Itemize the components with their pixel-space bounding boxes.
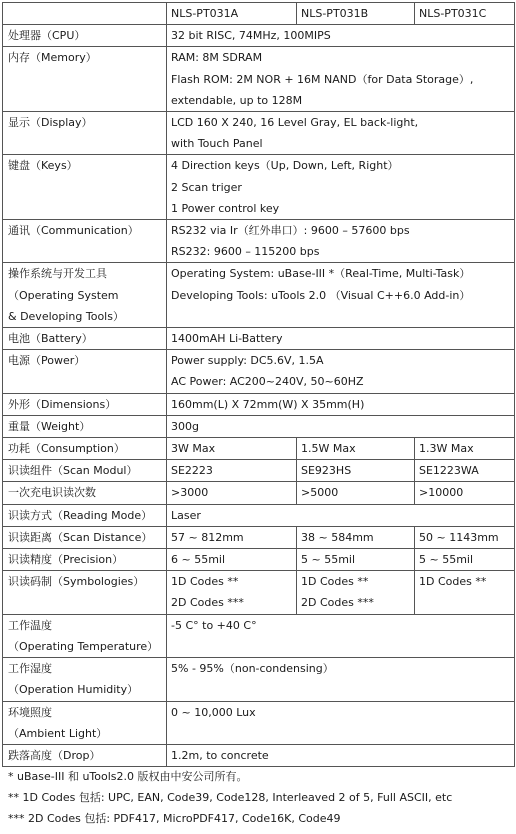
spec-value <box>167 47 515 112</box>
spec-value <box>167 658 515 701</box>
spec-value-line: >5000 <box>301 486 339 500</box>
spec-row <box>3 460 515 482</box>
header-cell-model-a: NLS-PT031A <box>167 3 297 25</box>
spec-value-line: 5% - 95%（non-condensing） <box>171 662 334 676</box>
spec-value-line: 50 ~ 1143mm <box>419 530 499 544</box>
spec-value-model-c <box>415 460 515 482</box>
spec-value-model-c <box>415 482 515 504</box>
spec-row <box>3 504 515 526</box>
spec-value-model-c <box>415 571 515 614</box>
spec-label-line: （Operating Temperature） <box>8 639 159 653</box>
spec-value-line: AC Power: AC200~240V, 50~60HZ <box>171 375 364 389</box>
spec-value-line: -5 C° to +40 C° <box>171 618 257 632</box>
spec-value-line: 2D Codes *** <box>171 596 244 610</box>
spec-value-line: RS232 via Ir（红外串口）: 9600 – 57600 bps <box>171 224 410 238</box>
spec-value-model-b <box>297 438 415 460</box>
spec-value-line: Power supply: DC5.6V, 1.5A <box>171 354 324 368</box>
spec-value-line: 1400mAH Li-Battery <box>171 332 283 346</box>
spec-row <box>3 482 515 504</box>
spec-value-model-a <box>167 571 297 614</box>
spec-label <box>3 350 167 393</box>
spec-value-line: 32 bit RISC, 74MHz, 100MIPS <box>171 29 331 43</box>
spec-value-line: LCD 160 X 240, 16 Level Gray, EL back-light, <box>171 116 419 130</box>
spec-value-line: with Touch Panel <box>171 137 263 151</box>
spec-row <box>3 350 515 393</box>
header-cell-empty <box>3 3 167 25</box>
spec-label-line: （Operating System <box>8 288 119 302</box>
spec-value-line: 1D Codes ** <box>301 575 369 589</box>
spec-row <box>3 112 515 155</box>
spec-label-line: （Ambient Light） <box>8 726 108 740</box>
spec-label-line: & Developing Tools） <box>8 309 124 323</box>
spec-row <box>3 614 515 657</box>
spec-label <box>3 701 167 744</box>
spec-label-line: 一次充电识读次数 <box>8 486 96 500</box>
spec-label <box>3 328 167 350</box>
spec-value-line: 1 Power control key <box>171 201 280 215</box>
spec-label-line: 工作湿度 <box>8 662 52 676</box>
spec-value-line: 1D Codes ** <box>419 575 487 589</box>
spec-value-line: Laser <box>171 508 201 522</box>
spec-label <box>3 549 167 571</box>
spec-label <box>3 526 167 548</box>
spec-row <box>3 438 515 460</box>
spec-value <box>167 220 515 263</box>
spec-value-model-a <box>167 438 297 460</box>
spec-label-line: 跌落高度（Drop） <box>8 748 101 762</box>
header-cell-model-c: NLS-PT031C <box>415 3 515 25</box>
spec-value-line: 1.3W Max <box>419 442 474 456</box>
spec-value-line: Developing Tools: uTools 2.0 （Visual C++6.0 Add-in） <box>171 288 471 302</box>
spec-label <box>3 438 167 460</box>
spec-value <box>167 744 515 766</box>
spec-value-model-a <box>167 549 297 571</box>
footnotes <box>8 766 452 829</box>
spec-value <box>167 155 515 220</box>
spec-value-line: Flash ROM: 2M NOR + 16M NAND（for Data Storage）, <box>171 72 474 86</box>
spec-value-line: 2D Codes *** <box>301 596 374 610</box>
spec-label-line: 重量（Weight） <box>8 419 91 433</box>
spec-value-line: 1.5W Max <box>301 442 356 456</box>
spec-value-line: 5 ~ 55mil <box>301 553 356 567</box>
spec-label-line: 识读码制（Symbologies） <box>8 575 145 589</box>
spec-table <box>2 2 515 767</box>
header-cell-model-b: NLS-PT031B <box>297 3 415 25</box>
spec-row <box>3 263 515 328</box>
spec-value-model-b <box>297 482 415 504</box>
spec-value-model-a <box>167 460 297 482</box>
spec-label <box>3 658 167 701</box>
spec-value-line: 0 ~ 10,000 Lux <box>171 705 256 719</box>
spec-label <box>3 460 167 482</box>
spec-value-line: 38 ~ 584mm <box>301 530 374 544</box>
spec-label-line: 通讯（Communication） <box>8 224 139 238</box>
spec-value-line: RS232: 9600 – 115200 bps <box>171 245 320 259</box>
spec-row <box>3 658 515 701</box>
spec-value <box>167 328 515 350</box>
spec-label-line: 识读距离（Scan Distance） <box>8 530 153 544</box>
spec-label <box>3 744 167 766</box>
spec-row <box>3 155 515 220</box>
spec-value <box>167 263 515 328</box>
spec-value-line: 2 Scan triger <box>171 180 242 194</box>
spec-value-line: 160mm(L) X 72mm(W) X 35mm(H) <box>171 397 365 411</box>
spec-value-line: >10000 <box>419 486 464 500</box>
spec-label <box>3 504 167 526</box>
spec-label-line: 外形（Dimensions） <box>8 397 117 411</box>
spec-value-line: RAM: 8M SDRAM <box>171 51 263 65</box>
spec-row <box>3 571 515 614</box>
spec-label-line: 识读精度（Precision） <box>8 553 124 567</box>
spec-row <box>3 220 515 263</box>
spec-value-line: 1.2m, to concrete <box>171 748 269 762</box>
spec-value <box>167 25 515 47</box>
spec-label-line: 电池（Battery） <box>8 332 93 346</box>
spec-value-line: SE923HS <box>301 464 352 478</box>
spec-value-model-a <box>167 526 297 548</box>
spec-value-line: SE1223WA <box>419 464 479 478</box>
spec-value-line: SE2223 <box>171 464 213 478</box>
spec-label <box>3 155 167 220</box>
spec-row <box>3 744 515 766</box>
spec-label-line: 工作温度 <box>8 618 52 632</box>
footnote-2d-codes: *** 2D Codes 包括: PDF417, MicroPDF417, Code16K, Code49 <box>8 812 341 825</box>
spec-row <box>3 393 515 415</box>
spec-value-model-c <box>415 526 515 548</box>
spec-label <box>3 393 167 415</box>
spec-value-model-b <box>297 549 415 571</box>
spec-label-line: 显示（Display） <box>8 116 93 130</box>
spec-label <box>3 25 167 47</box>
spec-label <box>3 220 167 263</box>
spec-label <box>3 482 167 504</box>
spec-value <box>167 701 515 744</box>
spec-value-model-b <box>297 460 415 482</box>
spec-value-model-c <box>415 549 515 571</box>
spec-value <box>167 112 515 155</box>
spec-row <box>3 47 515 112</box>
spec-value-line: 57 ~ 812mm <box>171 530 244 544</box>
spec-label <box>3 47 167 112</box>
spec-value-line: extendable, up to 128M <box>171 93 303 107</box>
spec-label-line: 内存（Memory） <box>8 51 97 65</box>
spec-value <box>167 415 515 437</box>
spec-label-line: （Operation Humidity） <box>8 683 139 697</box>
spec-value-model-a <box>167 482 297 504</box>
spec-value-line: 3W Max <box>171 442 216 456</box>
footnote-1d-codes: ** 1D Codes 包括: UPC, EAN, Code39, Code128, Interleaved 2 of 5, Full ASCII, etc <box>8 791 453 804</box>
spec-label-line: 识读方式（Reading Mode） <box>8 508 153 522</box>
spec-label-line: 环境照度 <box>8 705 52 719</box>
spec-value-line: Operating System: uBase-III *（Real-Time, Multi-Task） <box>171 267 471 281</box>
spec-label <box>3 112 167 155</box>
spec-label <box>3 571 167 614</box>
spec-label-line: 电源（Power） <box>8 354 86 368</box>
spec-value-line: 1D Codes ** <box>171 575 239 589</box>
header-row <box>3 3 515 25</box>
spec-row <box>3 25 515 47</box>
spec-value-model-b <box>297 526 415 548</box>
spec-row <box>3 526 515 548</box>
spec-row <box>3 415 515 437</box>
spec-label <box>3 614 167 657</box>
spec-label-line: 处理器（CPU） <box>8 29 86 43</box>
spec-label-line: 键盘（Keys） <box>8 159 78 173</box>
spec-value <box>167 614 515 657</box>
spec-label <box>3 415 167 437</box>
spec-row <box>3 549 515 571</box>
spec-label <box>3 263 167 328</box>
spec-value-model-c <box>415 438 515 460</box>
spec-value-line: 6 ~ 55mil <box>171 553 226 567</box>
spec-value-line: 4 Direction keys（Up, Down, Left, Right） <box>171 159 399 173</box>
spec-row <box>3 328 515 350</box>
spec-value <box>167 350 515 393</box>
spec-value-line: 5 ~ 55mil <box>419 553 474 567</box>
spec-label-line: 操作系统与开发工具 <box>8 267 107 281</box>
spec-value <box>167 504 515 526</box>
footnote-os-copyright: * uBase-III 和 uTools2.0 版权由中安公司所有。 <box>8 770 248 783</box>
spec-value-model-b <box>297 571 415 614</box>
spec-value-line: >3000 <box>171 486 209 500</box>
spec-value <box>167 393 515 415</box>
spec-label-line: 识读组件（Scan Modul） <box>8 464 138 478</box>
spec-value-line: 300g <box>171 419 199 433</box>
spec-row <box>3 701 515 744</box>
spec-label-line: 功耗（Consumption） <box>8 442 125 456</box>
